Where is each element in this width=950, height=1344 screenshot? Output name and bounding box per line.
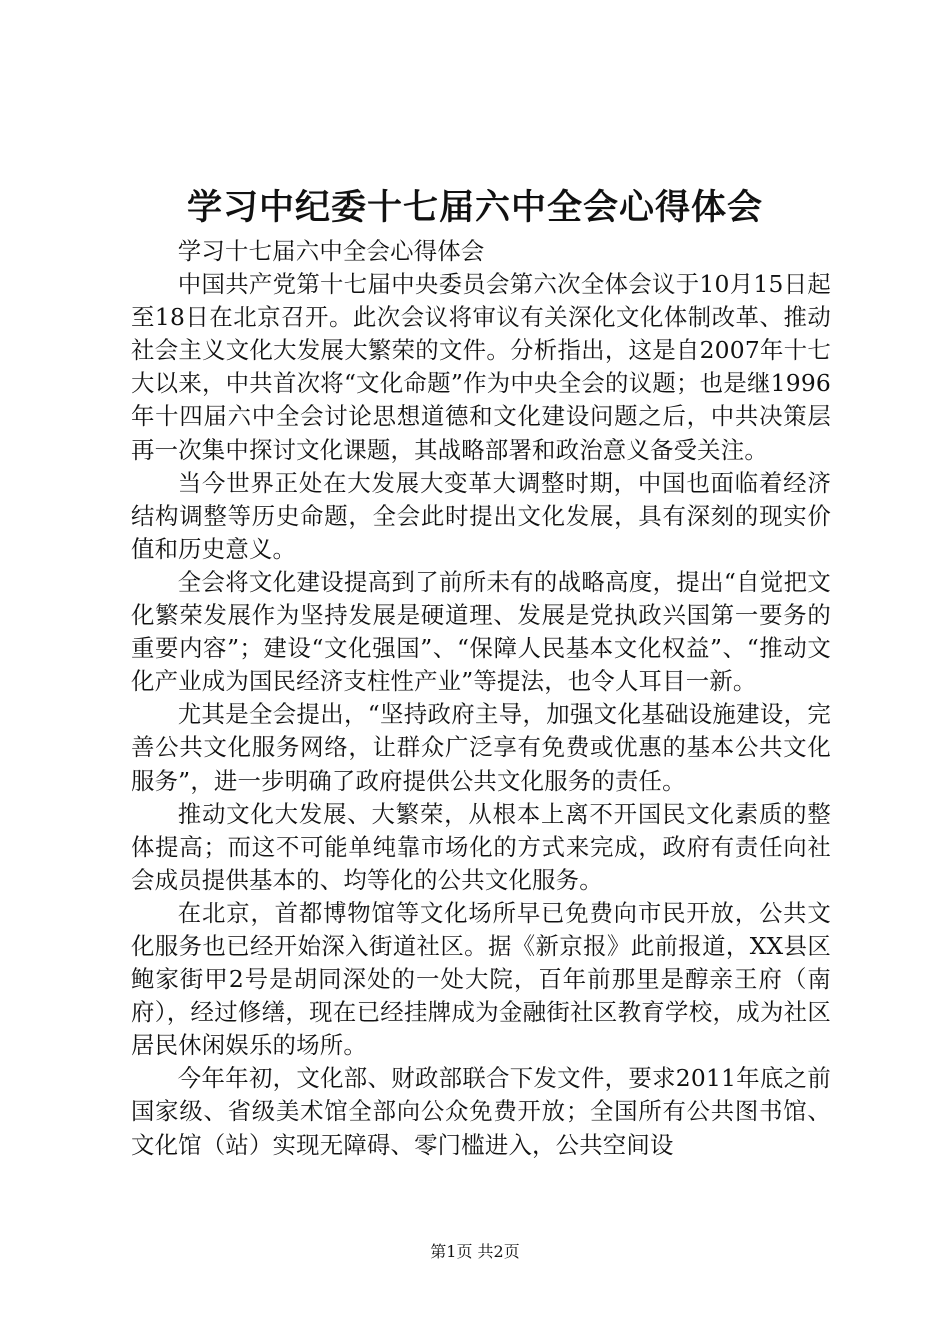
body-paragraph: 今年年初，文化部、财政部联合下发文件，要求2011年底之前国家级、省级美术馆全部向公众免费开放；全国所有公共图书馆、文化馆（站）实现无障碍、零门槛进入，公共空间设 (131, 1064, 831, 1159)
page-footer: 第1页 共2页 (430, 1242, 520, 1261)
body-paragraph: 尤其是全会提出，“坚持政府主导，加强文化基础设施建设，完善公共文化服务网络，让群众广泛享有免费或优惠的基本公共文化服务”，进一步明确了政府提供公共文化服务的责任。 (131, 700, 831, 795)
body-paragraph: 全会将文化建设提高到了前所未有的战略高度，提出“自觉把文化繁荣发展作为坚持发展是硬道理、发展是党执政兴国第一要务的重要内容”；建设“文化强国”、“保障人民基本文化权益”、“推动文化产业成为国民经济支柱性产业”等提法，也令人耳目一新。 (131, 567, 831, 696)
document-body (131, 235, 831, 1162)
body-paragraph: 中国共产党第十七届中央委员会第六次全体会议于10月15日起至18日在北京召开。此次会议将审议有关深化文化体制改革、推动社会主义文化大发展大繁荣的文件。分析指出，这是自2007年十七大以来，中共首次将“文化命题”作为中央全会的议题；也是继1996年十四届六中全会讨论思想道德和文化建设问题之后，中共决策层再一次集中探讨文化课题，其战略部署和政治意义备受关注。 (131, 270, 831, 464)
body-paragraph: 在北京，首都博物馆等文化场所早已免费向市民开放，公共文化服务也已经开始深入街道社区。据《新京报》此前报道，XX县区鲍家街甲2号是胡同深处的一处大院，百年前那里是醇亲王府（南府），经过修缮，现在已经挂牌成为金融街社区教育学校，成为社区居民休闲娱乐的场所。 (131, 898, 831, 1060)
document-title: 学习中纪委十七届六中全会心得体会 (186, 187, 763, 228)
body-paragraph: 推动文化大发展、大繁荣，从根本上离不开国民文化素质的整体提高；而这不可能单纯靠市场化的方式来完成，政府有责任向社会成员提供基本的、均等化的公共文化服务。 (131, 799, 831, 894)
body-paragraph: 当今世界正处在大发展大变革大调整时期，中国也面临着经济结构调整等历史命题，全会此时提出文化发展，具有深刻的现实价值和历史意义。 (131, 468, 831, 563)
subtitle-paragraph: 学习十七届六中全会心得体会 (177, 237, 485, 265)
